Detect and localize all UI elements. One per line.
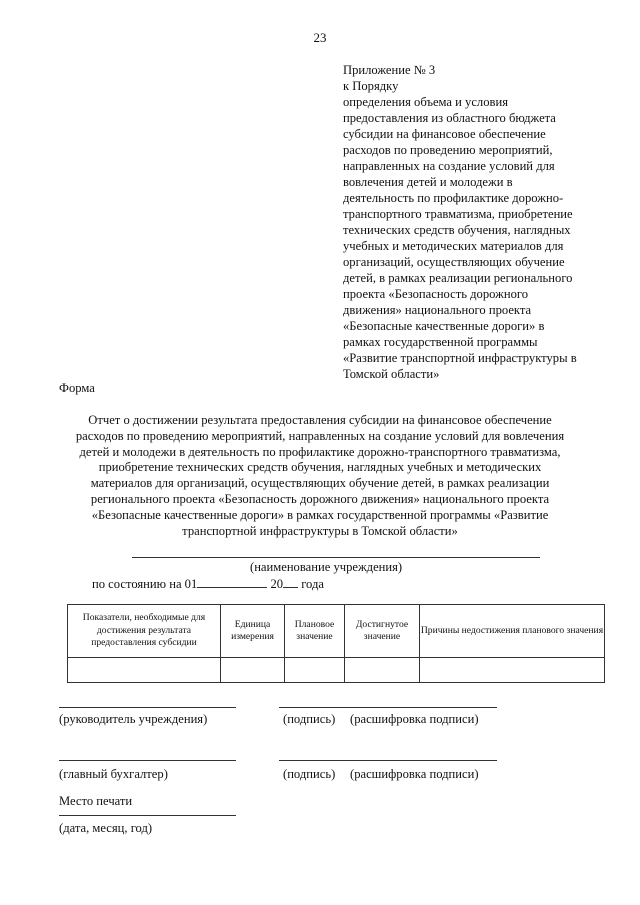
title-line: «Безопасные качественные дороги» в рамках государственной программы «Развитие xyxy=(91,507,549,522)
accountant-decoding-line[interactable] xyxy=(279,760,497,761)
appendix-line: технических средств обучения, наглядных xyxy=(343,223,571,237)
date-label: (дата, месяц, год) xyxy=(59,821,153,835)
appendix-line: расходов по проведению мероприятий, xyxy=(343,143,553,157)
col-header-achieved: Достигнутое значение xyxy=(345,605,420,658)
appendix-line: вовлечения детей и молодежи в xyxy=(343,175,513,189)
appendix-line: «Развитие транспортной инфраструктуры в xyxy=(343,351,577,365)
report-title xyxy=(40,413,600,539)
form-label: Форма xyxy=(59,381,95,395)
appendix-header xyxy=(343,62,613,382)
table-row xyxy=(68,658,605,683)
as-of-prefix: по состоянию на 01 xyxy=(92,577,198,591)
col-header-reasons: Причины недостижения планового значения xyxy=(420,605,605,658)
table-header-row xyxy=(68,605,605,658)
appendix-line: учебных и методических материалов для xyxy=(343,239,564,253)
appendix-line: Приложение № 3 xyxy=(343,63,436,77)
page-number: 23 xyxy=(313,30,327,45)
as-of-suffix: года xyxy=(301,577,324,591)
accountant-label: (главный бухгалтер) xyxy=(59,767,168,781)
table-cell[interactable] xyxy=(221,658,285,683)
col-header-unit: Единица измерения xyxy=(221,605,285,658)
head-signature-line[interactable] xyxy=(59,707,236,708)
col-header-indicators: Показатели, необходимые для достижения результата предоставления субсидии xyxy=(68,605,221,658)
appendix-line: предоставления из областного бюджета xyxy=(343,111,556,125)
date-line[interactable] xyxy=(59,815,236,816)
appendix-line: направленных на создание условий для xyxy=(343,159,555,173)
accountant-signature-label: (подпись) xyxy=(283,767,336,781)
appendix-line: детей, в рамках реализации регионального xyxy=(343,271,573,285)
col-header-planned: Плановое значение xyxy=(285,605,345,658)
appendix-line: Томской области» xyxy=(343,367,440,381)
appendix-line: организаций, осуществляющих обучение xyxy=(343,255,565,269)
title-line: расходов по проведению мероприятий, направленных на создание условий для вовлечения xyxy=(75,428,565,443)
appendix-line: субсидии на финансовое обеспечение xyxy=(343,127,546,141)
seal-label: Место печати xyxy=(59,794,133,808)
institution-name-line[interactable] xyxy=(132,557,540,558)
report-table xyxy=(67,604,605,683)
head-decoding-label: (расшифровка подписи) xyxy=(350,712,479,726)
title-line: материалов для организаций, осуществляющих обучение детей, в рамках реализации xyxy=(90,476,550,491)
appendix-line: «Безопасные качественные дороги» в xyxy=(343,319,545,333)
institution-caption: (наименование учреждения) xyxy=(250,560,403,574)
table-cell[interactable] xyxy=(285,658,345,683)
head-signature-label: (подпись) xyxy=(283,712,336,726)
appendix-line: деятельность по профилактике дорожно- xyxy=(343,191,564,205)
month-blank[interactable] xyxy=(197,576,267,588)
appendix-line: проекта «Безопасность дорожного xyxy=(343,287,529,301)
accountant-signature-line[interactable] xyxy=(59,760,236,761)
table-cell[interactable] xyxy=(68,658,221,683)
title-line: Отчет о достижении результата предоставления субсидии на финансовое обеспечение xyxy=(88,413,552,427)
head-decoding-line[interactable] xyxy=(279,707,497,708)
title-line: приобретение технических средств обучения, наглядных учебных и методических xyxy=(98,460,542,475)
title-line: регионального проекта «Безопасность дорожного движения» национального проекта xyxy=(90,491,550,506)
table-cell[interactable] xyxy=(345,658,420,683)
appendix-line: транспортного травматизма, приобретение xyxy=(343,207,573,221)
appendix-line: определения объема и условия xyxy=(343,95,508,109)
as-of-year-prefix: 20 xyxy=(270,577,284,591)
title-line: детей и молодежи в деятельность по профилактике дорожно-транспортного травматизма, xyxy=(79,444,561,459)
head-label: (руководитель учреждения) xyxy=(59,712,208,726)
table-cell[interactable] xyxy=(420,658,605,683)
appendix-line: рамках государственной программы xyxy=(343,335,538,349)
title-line: транспортной инфраструктуры в Томской области» xyxy=(182,523,458,538)
accountant-decoding-label: (расшифровка подписи) xyxy=(350,767,479,781)
appendix-line: движения» национального проекта xyxy=(343,303,532,317)
year-blank[interactable] xyxy=(283,576,298,588)
appendix-line: к Порядку xyxy=(343,79,399,93)
as-of-date xyxy=(92,576,324,592)
